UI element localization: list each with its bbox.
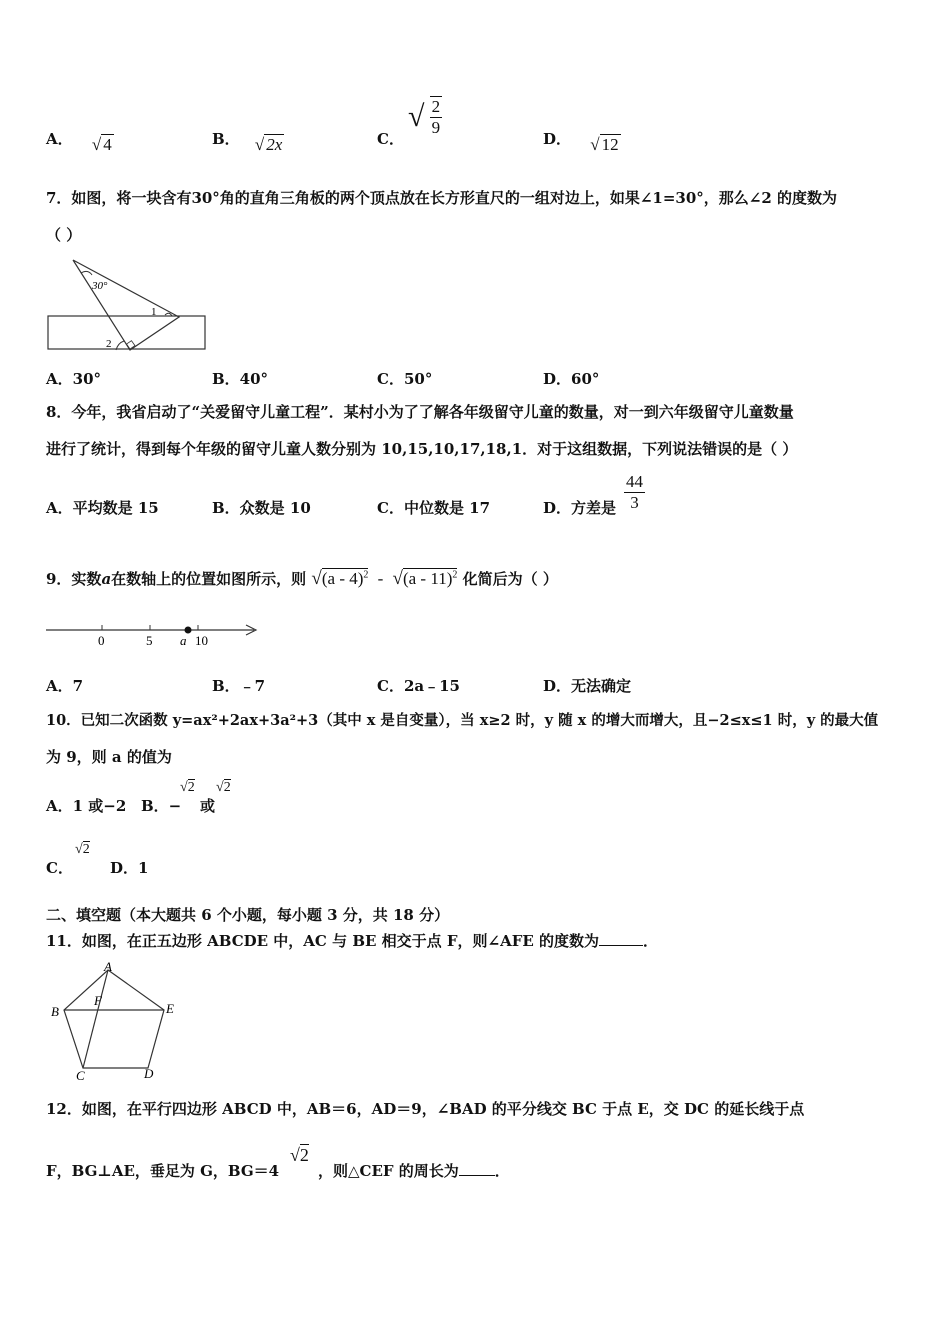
q7-figure [46, 255, 208, 355]
q9-option-b: B．﹣7 [212, 677, 266, 695]
q8-d-denominator: 3 [630, 493, 639, 512]
q7-option-b: B．40° [212, 370, 269, 388]
axis-label-10: 10 [195, 633, 208, 648]
axis-label-a: a [180, 633, 187, 648]
q12-line2-end: ，则△CEF 的周长为 ． [318, 1162, 510, 1180]
axis-label-0: 0 [98, 633, 105, 648]
label-f: F [94, 993, 102, 1008]
q9-option-d: D．无法确定 [543, 677, 632, 695]
q12-line1: 12．如图，在平行四边形 ABCD 中，AB＝6，AD＝9，∠BAD 的平分线交 BC 于点 E，交 DC 的延长线于点 [46, 1100, 805, 1118]
triangle-plate [73, 260, 179, 350]
section-heading: 二、填空题（本大题共 6 个小题，每小题 3 分，共 18 分） [46, 906, 450, 924]
label-e: E [166, 1001, 174, 1016]
q7-line1: 7．如图，将一块含有30°角的直角三角板的两个顶点放在长方形直尺的一组对边上，如果∠1=30°，那么∠2 的度数为 [46, 189, 837, 207]
q8-option-c: C．中位数是 17 [377, 499, 491, 517]
fig-label-1: 1 [151, 306, 157, 318]
q9-line: 9．实数a在数轴上的位置如图所示，则 √(a - 4)$^2$ - √(a - 11)$^2$ 化简后为（ ） [46, 568, 558, 589]
q8-line1: 8．今年，我省启动了“关爱留守儿童工程”．某村小为了了解各年级留守儿童的数量，对一到六年级留守儿童数量 [46, 403, 794, 421]
fig-label-2: 2 [106, 338, 112, 350]
q6-option-a: A． √ 4 [46, 130, 112, 154]
q8-option-a: A．平均数是 15 [46, 499, 159, 517]
q6-option-b: B． √ 2x [212, 130, 283, 154]
q9-option-c: C．2a﹣15 [377, 677, 460, 695]
label-b: B [51, 1004, 59, 1019]
q7-line2: （ ） [46, 226, 82, 244]
fig-angle-30: 30° [92, 280, 108, 292]
q8-d-fraction [624, 472, 645, 513]
q6-option-c: C． [377, 130, 404, 148]
q6-d-radicand: 12 [601, 135, 619, 154]
q7-option-c: C．50° [377, 370, 433, 388]
q9-number-line [46, 618, 261, 650]
q8-option-b: B．众数是 10 [212, 499, 311, 517]
q8-d-numerator: 44 [626, 472, 643, 491]
q10-c-sqrt: √2 [75, 842, 90, 857]
axis-label-5: 5 [146, 633, 153, 648]
q11-pentagon-figure [46, 960, 181, 1085]
q12-line2: F，BG⊥AE，垂足为 G，BG＝4 [46, 1162, 280, 1180]
label-d: D [144, 1066, 154, 1081]
q6-c-denominator: 9 [431, 118, 441, 137]
q6-option-d: D． √ 12 [543, 130, 619, 154]
q10-option-a: A．1 或−2 [46, 797, 127, 815]
q11-line: 11．如图，在正五边形 ABCDE 中，AC 与 BE 相交于点 F，则∠AFE 的度数为 ． [46, 932, 659, 950]
q7-option-d: D．60° [543, 370, 600, 388]
q6-b-radicand: 2x [266, 135, 283, 154]
label-c: C [76, 1068, 85, 1083]
q10-line2: 为 9，则 a 的值为 [46, 748, 172, 766]
q8-option-d: D．方差是 [543, 499, 617, 517]
q6-option-c-expr: √ $\frac{2}{9}$ [408, 97, 441, 137]
q6-a-radicand: 4 [103, 135, 112, 154]
q10-b-sqrt2: √2 [216, 780, 231, 795]
q10-line1: 10．已知二次函数 y=ax²+2ax+3a²+3（其中 x 是自变量），当 x≥2 时，y 随 x 的增大而增大，且−2≤x≤1 时，y 的最大值 [46, 712, 879, 729]
q10-option-d: D．1 [110, 859, 149, 877]
q9-option-a: A．7 [46, 677, 84, 695]
label-a: A [104, 959, 112, 974]
q10-b-or: 或 [200, 797, 216, 815]
q7-option-a: A．30° [46, 370, 102, 388]
q12-sqrt: √2 [290, 1145, 309, 1165]
q10-b-sqrt1: √2 [180, 780, 195, 795]
q8-line2: 进行了统计，得到每个年级的留守儿童人数分别为 10,15,10,17,18,1．对于这组数据，下列说法错误的是（ ） [46, 440, 798, 458]
pentagon-abcde [64, 970, 164, 1068]
segment-ac [83, 970, 108, 1068]
q10-option-c: C． [46, 859, 73, 877]
q10-option-b: B．− [141, 797, 182, 815]
q6-c-numerator: 2 [431, 97, 441, 116]
